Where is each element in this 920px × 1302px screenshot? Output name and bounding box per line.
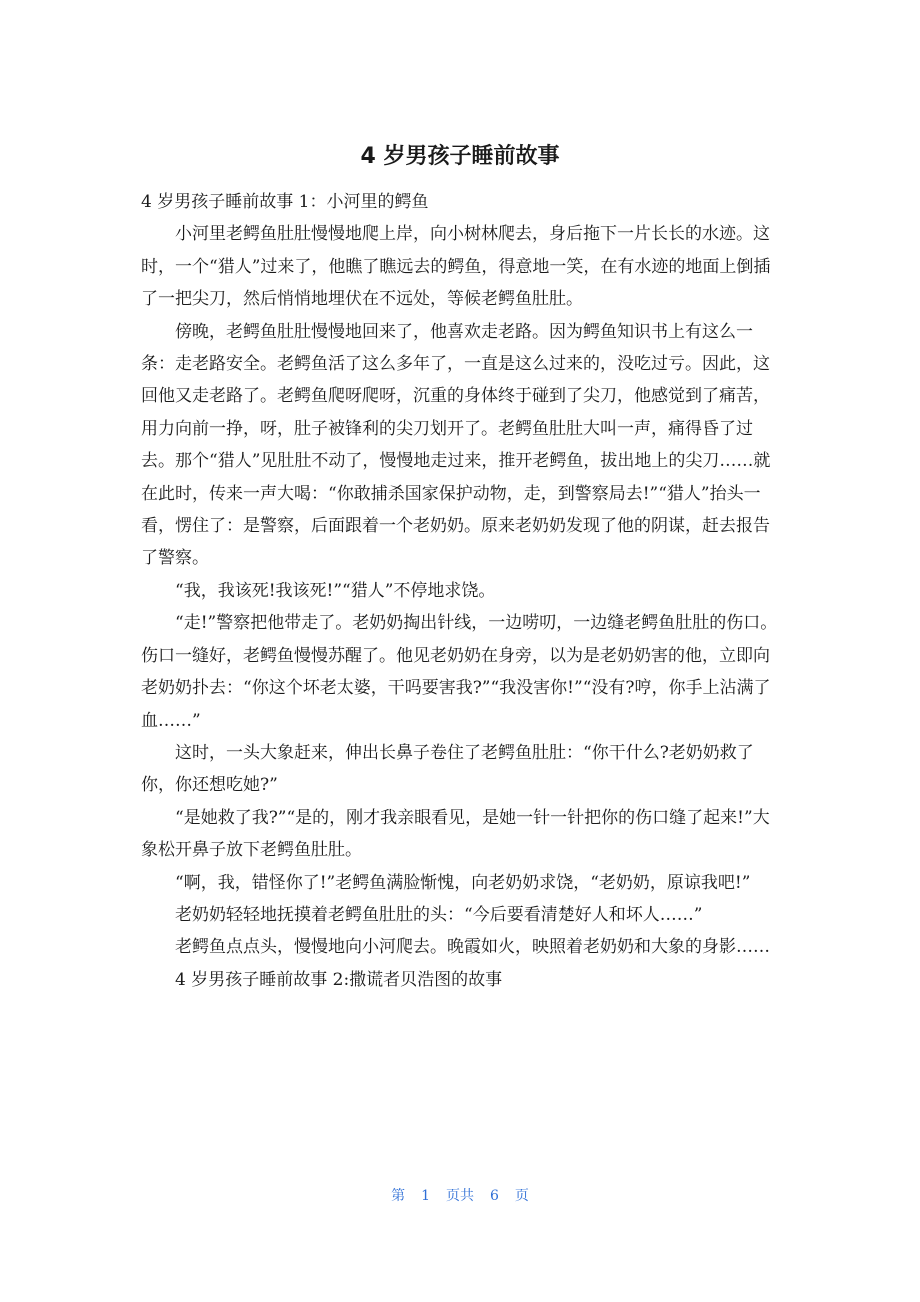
paragraph: 老鳄鱼点点头，慢慢地向小河爬去。晚霞如火，映照着老奶奶和大象的身影…… bbox=[175, 937, 770, 958]
story-2-heading: 4 岁男孩子睡前故事 2:撒谎者贝浩图的故事 bbox=[175, 969, 503, 990]
paragraph: “我，我该死!我该死!”“猎人”不停地求饶。 bbox=[175, 580, 496, 601]
page-current: 1 bbox=[421, 1188, 430, 1204]
paragraph: 这时，一头大象赶来，伸出长鼻子卷住了老鳄鱼肚肚：“你干什么?老奶奶救了你，你还想吃她?” bbox=[141, 742, 754, 796]
document-title: 4 岁男孩子睡前故事 bbox=[360, 144, 560, 169]
paragraph: “走!”警察把他带走了。老奶奶掏出针线，一边唠叨，一边缝老鳄鱼肚肚的伤口。伤口一缝好，老鳄鱼慢慢苏醒了。他见老奶奶在身旁，以为是老奶奶害的他，立即向老奶奶扑去：“你这个坏老太婆，干吗要害我?”“我没害你!”“没有?哼，你手上沾满了血……” bbox=[141, 613, 778, 731]
page-label-mid: 页共 bbox=[446, 1188, 474, 1204]
page-label-prefix: 第 bbox=[391, 1188, 406, 1204]
document-body bbox=[141, 186, 781, 996]
paragraph: 小河里老鳄鱼肚肚慢慢地爬上岸，向小树林爬去，身后拖下一片长长的水迹。这时，一个“猎人”过来了，他瞧了瞧远去的鳄鱼，得意地一笑，在有水迹的地面上倒插了一把尖刀，然后悄悄地埋伏在不远处，等候老鳄鱼肚肚。 bbox=[141, 224, 771, 310]
page-footer bbox=[0, 1186, 920, 1206]
paragraph: 老奶奶轻轻地抚摸着老鳄鱼肚肚的头：“今后要看清楚好人和坏人……” bbox=[175, 904, 703, 925]
story-1-heading: 4 岁男孩子睡前故事 1：小河里的鳄鱼 bbox=[141, 192, 429, 212]
page-label-suffix: 页 bbox=[514, 1188, 529, 1204]
page-total: 6 bbox=[490, 1188, 499, 1204]
paragraph: “是她救了我?”“是的，刚才我亲眼看见，是她一针一针把你的伤口缝了起来!”大象松开鼻子放下老鳄鱼肚肚。 bbox=[141, 807, 770, 861]
paragraph: 傍晚，老鳄鱼肚肚慢慢地回来了，他喜欢走老路。因为鳄鱼知识书上有这么一条：走老路安全。老鳄鱼活了这么多年了，一直是这么过来的，没吃过亏。因此，这回他又走老路了。老鳄鱼爬呀爬呀，沉重的身体终于碰到了尖刀，他感觉到了痛苦，用力向前一挣，呀，肚子被锋利的尖刀划开了。老鳄鱼肚肚大叫一声，痛得昏了过去。那个“猎人”见肚肚不动了，慢慢地走过来，推开老鳄鱼，拔出地上的尖刀……就在此时，传来一声大喝：“你敢捕杀国家保护动物，走，到警察局去!”“猎人”抬头一看，愣住了：是警察，后面跟着一个老奶奶。原来老奶奶发现了他的阴谋，赶去报告了警察。 bbox=[141, 321, 771, 569]
paragraph: “啊，我，错怪你了!”老鳄鱼满脸惭愧，向老奶奶求饶，“老奶奶，原谅我吧!” bbox=[175, 872, 751, 893]
